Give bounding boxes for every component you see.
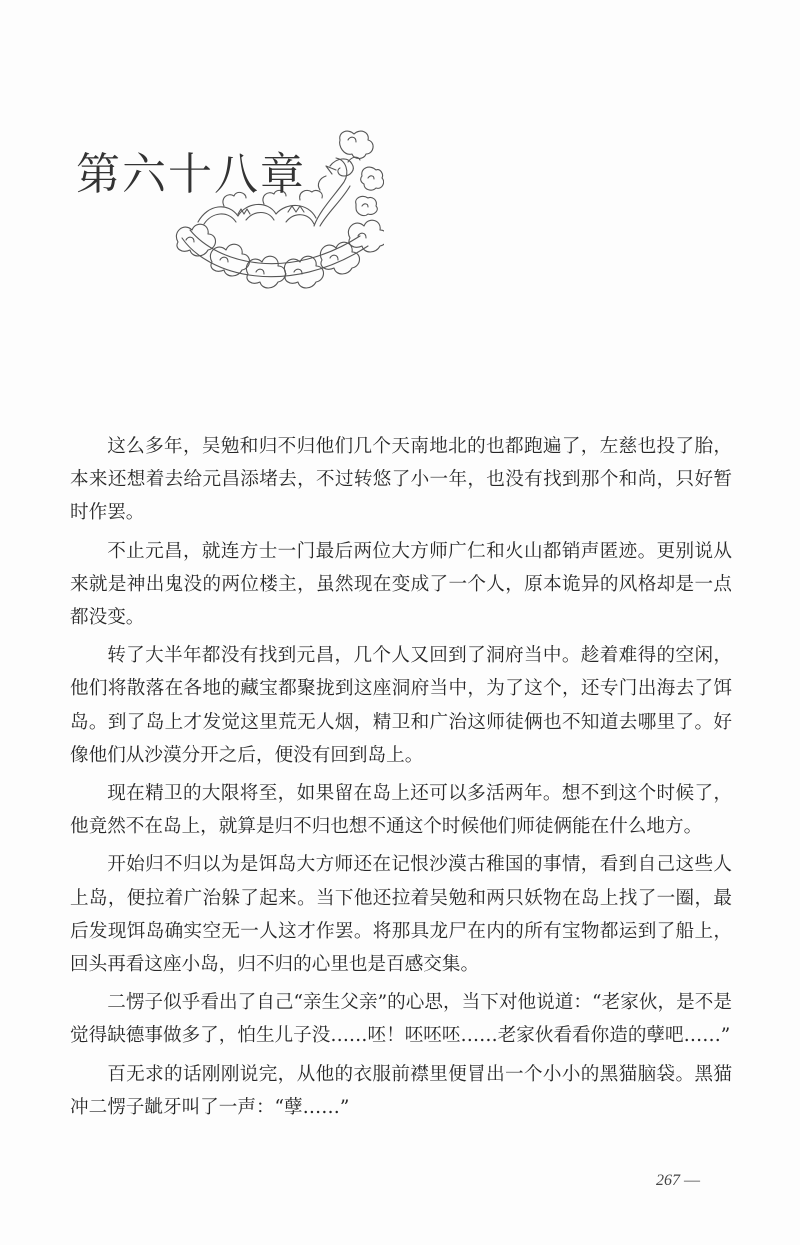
paragraph: 二愣子似乎看出了自己“亲生父亲”的心思，当下对他说道：“老家伙，是不是觉得缺德事做多了，怕生儿子没……呸！呸呸呸……老家伙看看你造的孽吧……” [70, 992, 732, 1047]
paragraph: 转了大半年都没有找到元昌，几个人又回到了洞府当中。趁着难得的空闲，他们将散落在各地的藏宝都聚拢到这座洞府当中，为了这个，还专门出海去了饵岛。到了岛上才发觉这里荒无人烟，精卫和广治这师徒俩也不知道去哪里了。好像他们从沙漠分开之后，便没有回到岛上。 [70, 645, 732, 766]
page-number-value: 267 [656, 1172, 680, 1189]
paragraph: 不止元昌，就连方士一门最后两位大方师广仁和火山都销声匿迹。更别说从来就是神出鬼没的两位楼主，虽然现在变成了一个人，原本诡异的风格却是一点都没变。 [70, 540, 732, 629]
page-number-dash: — [684, 1172, 700, 1189]
paragraph: 开始归不归以为是饵岛大方师还在记恨沙漠古稚国的事情，看到自己这些人上岛，便拉着广治躲了起来。当下他还拉着吴勉和两只妖物在岛上找了一圈，最后发现饵岛确实空无一人这才作罢。将那具龙尸在内的所有宝物都运到了船上，回头再看这座小岛，归不归的心里也是百感交集。 [70, 854, 732, 976]
chapter-body [70, 430, 732, 1129]
paragraph: 百无求的话刚刚说完，从他的衣服前襟里便冒出一个小小的黑猫脑袋。黑猫冲二愣子龇牙叫了一声：“孽……” [70, 1063, 732, 1118]
paragraph: 这么多年，吴勉和归不归他们几个天南地北的也都跑遍了，左慈也投了胎，本来还想着去给元昌添堵去，不过转悠了小一年，也没有找到那个和尚，只好暂时作罢。 [70, 436, 732, 524]
page-number [656, 1172, 700, 1190]
chapter-title: 第六十八章 [76, 149, 306, 200]
paragraph: 现在精卫的大限将至，如果留在岛上还可以多活两年。想不到这个时候了，他竟然不在岛上，就算是归不归也想不通这个时候他们师徒俩能在什么地方。 [70, 783, 732, 838]
